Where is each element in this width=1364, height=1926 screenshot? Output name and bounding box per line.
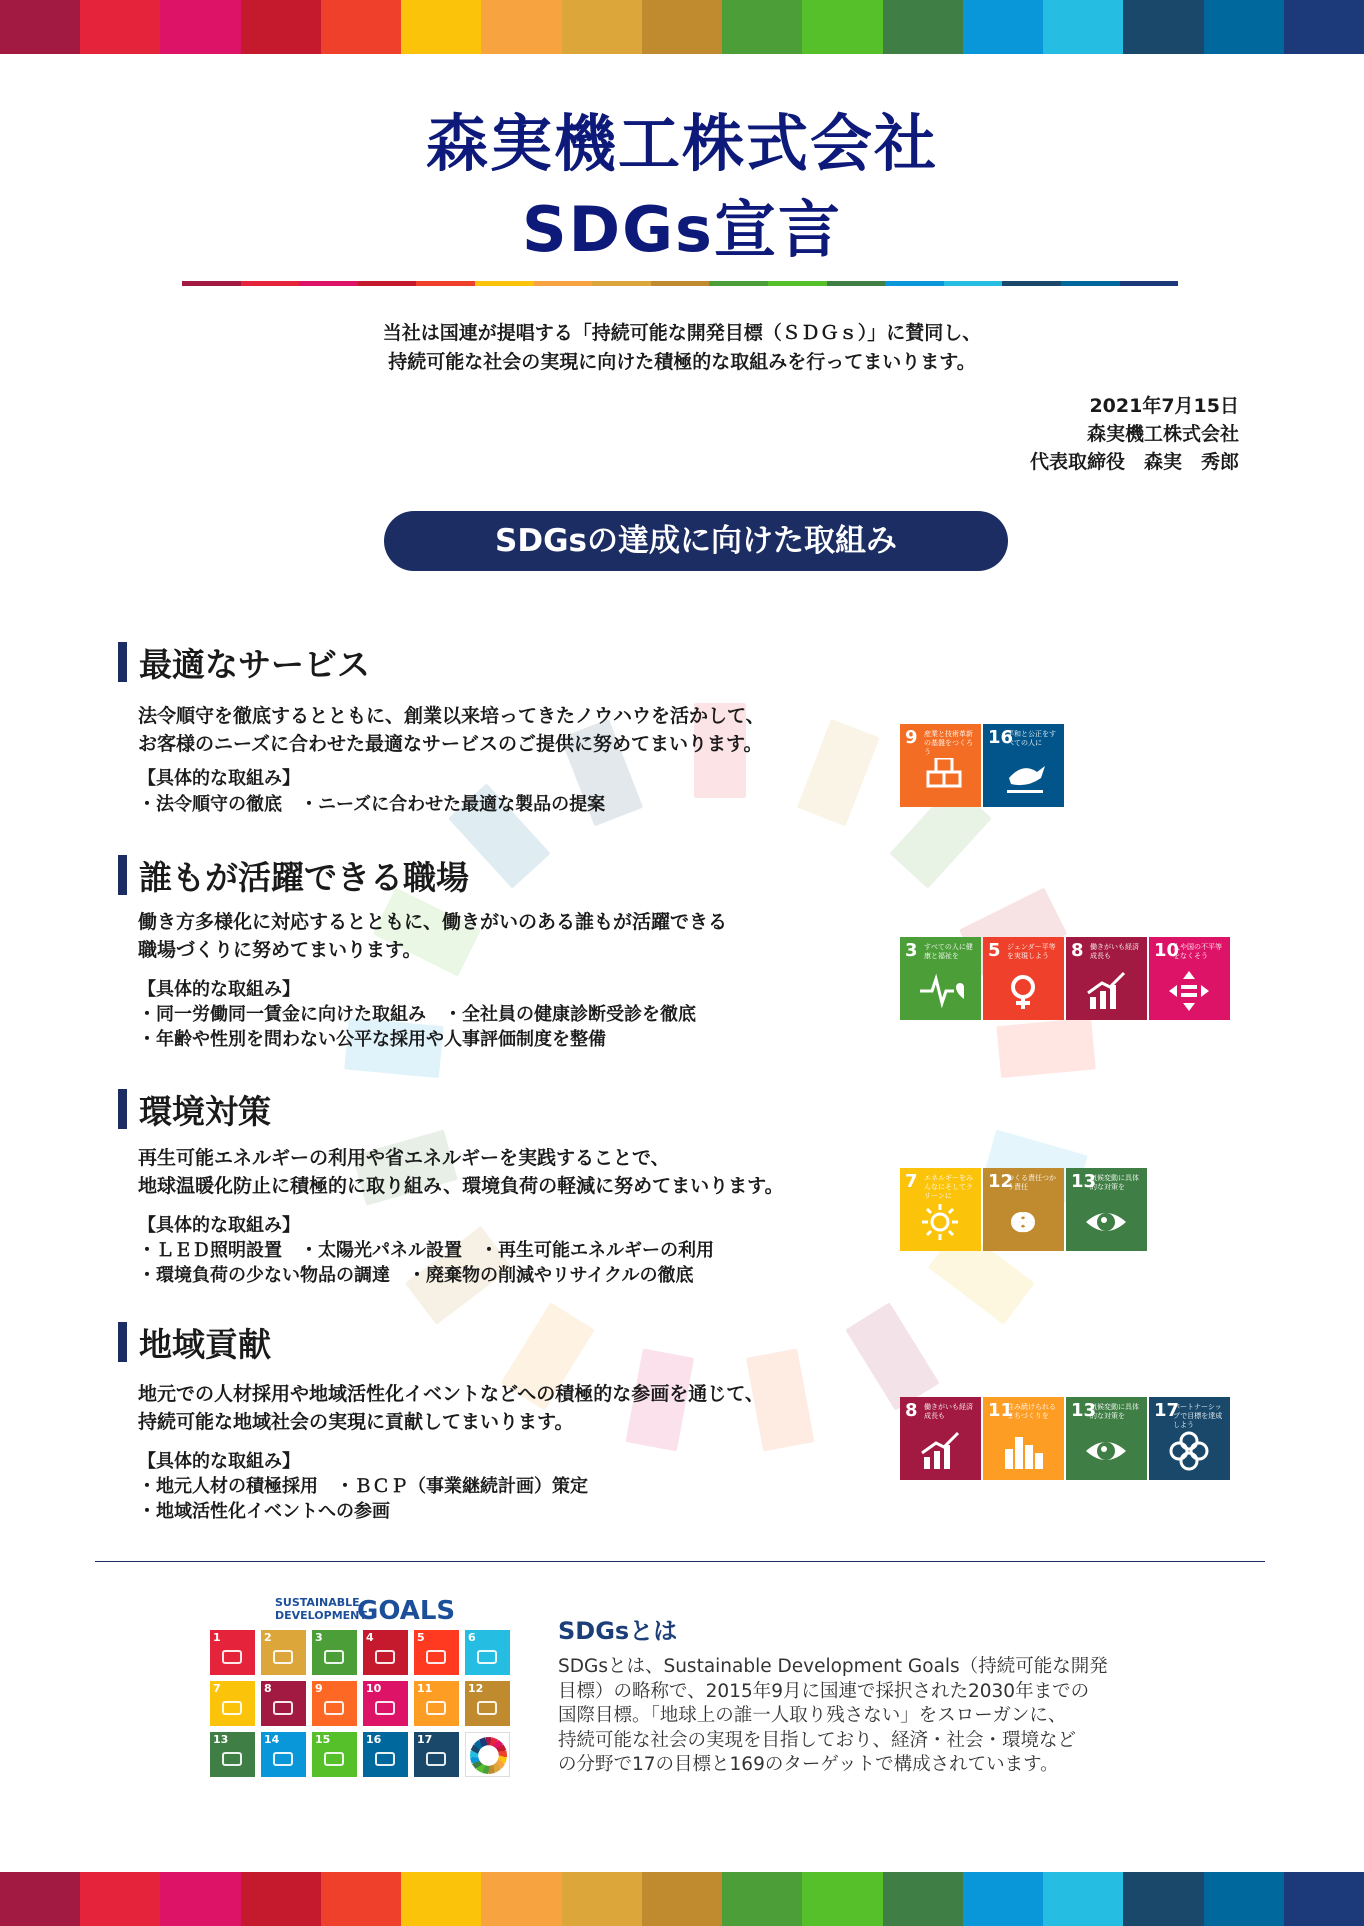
stripe-segment	[299, 281, 358, 286]
goal-number: 9	[905, 727, 918, 748]
footer-divider	[95, 1561, 1265, 1562]
stripe-segment	[241, 281, 300, 286]
section-environment-items-2: ・環境負荷の少ない物品の調達 ・廃棄物の削減やリサイクルの徹底	[138, 1265, 694, 1286]
stripe-segment	[1204, 0, 1284, 54]
sdg-grid-goal-3	[312, 1630, 357, 1675]
stripe-segment	[0, 1872, 80, 1926]
sdg-goal-9-tile	[900, 724, 981, 807]
intro-line-2: 持続可能な社会の実現に向けた積極的な取組みを行ってまいります。	[388, 351, 976, 373]
stripe-segment	[642, 1872, 722, 1926]
goal-number: 13	[1071, 1171, 1097, 1192]
sdg-logo-goals: GOALS	[357, 1596, 456, 1626]
stripe-segment	[160, 1872, 240, 1926]
section-workplace-items-1: ・同一労働同一賃金に向けた取組み ・全社員の健康診断受診を徹底	[138, 1004, 696, 1025]
section-workplace-items-2: ・年齢や性別を問わない公平な採用や人事評価制度を整備	[138, 1029, 606, 1050]
goal-caption: 住み続けられるまちづくりを	[1007, 1403, 1056, 1420]
goal-caption: パートナーシップで目標を達成しよう	[1173, 1403, 1223, 1429]
goal-icon	[375, 1701, 395, 1715]
section-service-heading	[118, 642, 370, 682]
goal-number: 15	[315, 1733, 331, 1746]
stripe-segment	[592, 281, 651, 286]
stripe-segment	[883, 1872, 963, 1926]
section-workplace-body-1: 働き方多様化に対応するとともに、働きがいのある誰もが活躍できる	[138, 911, 728, 933]
about-line-3: 国際目標。「地球上の誰一人取り残さない」をスローガンに、	[558, 1705, 1067, 1726]
section-title: 環境対策	[139, 1091, 271, 1131]
section-service-body-2: お客様のニーズに合わせた最適なサービスのご提供に努めてまいります。	[138, 733, 763, 755]
about-sdgs-body	[558, 1655, 1152, 1778]
goal-caption: 働きがいも経済成長も	[924, 1403, 973, 1420]
title-color-rule	[182, 281, 1178, 286]
goal-icon	[324, 1752, 344, 1766]
goal-caption: すべての人に健康と福祉を	[924, 943, 973, 960]
goal-caption: つくる責任つかう責任	[1007, 1174, 1056, 1191]
section-title: 誰もが活躍できる職場	[139, 857, 469, 897]
sdg-grid-goal-13	[210, 1732, 255, 1777]
sdg-grid-goal-16	[363, 1732, 408, 1777]
stripe-segment	[160, 0, 240, 54]
about-line-4: 持続可能な社会の実現を目指しており、経済・社会・環境など	[558, 1729, 1077, 1751]
goal-icon	[222, 1701, 242, 1715]
goal-caption: 人や国の不平等をなくそう	[1173, 943, 1222, 960]
stripe-segment	[475, 281, 534, 286]
section-workplace-heading	[118, 855, 469, 895]
about-line-1: SDGsとは、Sustainable Development Goals（持続可能な開発	[558, 1656, 1108, 1677]
goal-caption: 平和と公正をすべての人に	[1007, 730, 1056, 747]
signature-company: 森実機工株式会社	[1086, 423, 1239, 445]
goal-number: 11	[988, 1400, 1014, 1421]
section-workplace-body-2: 職場づくりに努めてまいります。	[138, 939, 422, 961]
section-environment-label: 【具体的な取組み】	[138, 1215, 300, 1236]
heading-bar	[118, 1089, 127, 1129]
section-service-goal-icons	[900, 724, 1064, 807]
stripe-segment	[182, 281, 241, 286]
stripe-segment	[481, 0, 561, 54]
stripe-segment	[651, 281, 710, 286]
goal-number: 10	[366, 1682, 382, 1695]
goal-number: 10	[1154, 940, 1180, 961]
goal-icon	[375, 1752, 395, 1766]
sdg-grid-goal-2	[261, 1630, 306, 1675]
goal-number: 7	[905, 1171, 918, 1192]
goal-number: 16	[988, 727, 1014, 748]
section-community-goal-icons	[900, 1397, 1230, 1480]
about-sdgs-title: SDGsとは	[558, 1617, 678, 1645]
about-line-2: 目標）の略称で、2015年9月に国連で採択された2030年までの	[558, 1680, 1090, 1702]
stripe-segment	[1061, 281, 1120, 286]
goal-icon	[222, 1752, 242, 1766]
goal-number: 6	[468, 1631, 476, 1644]
signature-date: 2021年7月15日	[1089, 395, 1239, 417]
goal-number: 8	[264, 1682, 272, 1695]
goal-number: 9	[315, 1682, 323, 1695]
stripe-segment	[709, 281, 768, 286]
stripe-segment	[827, 281, 886, 286]
section-environment-body-2: 地球温暖化防止に積極的に取り組み、環境負荷の軽減に努めてまいります。	[138, 1175, 784, 1197]
eye-globe-icon	[1086, 1431, 1130, 1473]
about-line-5: の分野で17の目標と169のターゲットで構成されています。	[558, 1754, 1059, 1775]
sdg-wheel-icon	[465, 1732, 510, 1777]
sdg-grid-goal-4	[363, 1630, 408, 1675]
goal-icon	[426, 1752, 446, 1766]
gender-icon	[1003, 971, 1047, 1013]
sdg-grid-goal-17	[414, 1732, 459, 1777]
initiatives-heading: SDGsの達成に向けた取組み	[384, 511, 1008, 571]
sdg-goal-8-tile	[1066, 937, 1147, 1020]
goal-number: 11	[417, 1682, 433, 1695]
signature-representative: 代表取締役 森実 秀郎	[1029, 451, 1239, 473]
goal-icon	[324, 1701, 344, 1715]
heartbeat-icon	[920, 971, 964, 1013]
sdg-goal-16-tile	[983, 724, 1064, 807]
goal-icon	[273, 1701, 293, 1715]
sdg-goal-7-tile	[900, 1168, 981, 1251]
sdg-goal-12-tile	[983, 1168, 1064, 1251]
sdg-grid-goal-5	[414, 1630, 459, 1675]
goal-icon	[426, 1701, 446, 1715]
sdg-grid-goal-14	[261, 1732, 306, 1777]
stripe-segment	[802, 1872, 882, 1926]
section-service-items-1: ・法令順守の徹底 ・ニーズに合わせた最適な製品の提案	[138, 794, 606, 815]
equality-icon	[1169, 971, 1213, 1013]
sdg-logo-line1: SUSTAINABLE	[275, 1596, 360, 1609]
city-icon	[1003, 1431, 1047, 1473]
sdg-grid-goal-10	[363, 1681, 408, 1726]
bottom-color-stripe	[0, 1872, 1364, 1926]
goal-caption: 気候変動に具体的な対策を	[1090, 1174, 1139, 1191]
sdg-grid-goal-6	[465, 1630, 510, 1675]
sdg-logo-wordmark	[275, 1596, 456, 1626]
goal-number: 14	[264, 1733, 280, 1746]
section-workplace-label: 【具体的な取組み】	[138, 979, 300, 1000]
page-title-company: 森実機工株式会社	[425, 107, 938, 180]
sdg-grid-goal-7	[210, 1681, 255, 1726]
section-service-label: 【具体的な取組み】	[138, 768, 300, 789]
goal-number: 3	[315, 1631, 323, 1644]
sdg-goal-8-tile	[900, 1397, 981, 1480]
sdg-grid-goal-1	[210, 1630, 255, 1675]
goal-number: 17	[417, 1733, 433, 1746]
section-environment-items-1: ・ＬＥＤ照明設置 ・太陽光パネル設置 ・再生可能エネルギーの利用	[138, 1240, 714, 1261]
stripe-segment	[885, 281, 944, 286]
goal-icon	[273, 1752, 293, 1766]
sdg-goal-17-tile	[1149, 1397, 1230, 1480]
stripe-segment	[1204, 1872, 1284, 1926]
stripe-segment	[1284, 1872, 1364, 1926]
infinity-icon	[1003, 1202, 1047, 1244]
stripe-segment	[401, 1872, 481, 1926]
goal-number: 8	[1071, 940, 1084, 961]
stripe-segment	[534, 281, 593, 286]
goal-icon	[477, 1650, 497, 1664]
heading-bar	[118, 855, 127, 895]
goal-icon	[426, 1650, 446, 1664]
sdg-grid-goal-15	[312, 1732, 357, 1777]
stripe-segment	[80, 1872, 160, 1926]
goal-number: 5	[988, 940, 1001, 961]
heading-bar	[118, 642, 127, 682]
goal-number: 4	[366, 1631, 374, 1644]
eye-globe-icon	[1086, 1202, 1130, 1244]
flower-icon	[1169, 1431, 1213, 1473]
section-environment-body-1: 再生可能エネルギーの利用や省エネルギーを実践することで、	[138, 1147, 670, 1169]
stripe-segment	[963, 1872, 1043, 1926]
goal-number: 7	[213, 1682, 221, 1695]
goal-number: 13	[1071, 1400, 1097, 1421]
cubes-icon	[920, 758, 964, 800]
heading-bar	[118, 1322, 127, 1362]
stripe-segment	[963, 0, 1043, 54]
sdg-goal-13-tile	[1066, 1168, 1147, 1251]
stripe-segment	[1043, 1872, 1123, 1926]
stripe-segment	[722, 1872, 802, 1926]
section-community-body-2: 持続可能な地域社会の実現に貢献してまいります。	[138, 1411, 574, 1433]
sdg-goal-5-tile	[983, 937, 1064, 1020]
stripe-segment	[416, 281, 475, 286]
stripe-segment	[562, 1872, 642, 1926]
goal-number: 16	[366, 1733, 382, 1746]
goal-number: 12	[468, 1682, 484, 1695]
stripe-segment	[1002, 281, 1061, 286]
goal-number: 12	[988, 1171, 1014, 1192]
stripe-segment	[321, 1872, 401, 1926]
stripe-segment	[401, 0, 481, 54]
growth-chart-icon	[920, 1431, 964, 1473]
goal-icon	[273, 1650, 293, 1664]
intro-line-1: 当社は国連が提唱する「持続可能な開発目標（ＳＤＧｓ）」に賛同し、	[382, 322, 982, 344]
goal-icon	[222, 1650, 242, 1664]
goal-number: 1	[213, 1631, 221, 1644]
section-community-label: 【具体的な取組み】	[138, 1451, 300, 1472]
sdg-goal-11-tile	[983, 1397, 1064, 1480]
section-community-heading	[118, 1322, 271, 1362]
sdg-grid-goal-9	[312, 1681, 357, 1726]
goal-icon	[375, 1650, 395, 1664]
section-environment-goal-icons	[900, 1168, 1147, 1251]
stripe-segment	[358, 281, 417, 286]
top-color-stripe	[0, 0, 1364, 54]
sdg-grid-goal-11	[414, 1681, 459, 1726]
stripe-segment	[1120, 281, 1179, 286]
stripe-segment	[1284, 0, 1364, 54]
stripe-segment	[481, 1872, 561, 1926]
sdg-grid-goal-8	[261, 1681, 306, 1726]
goal-caption: ジェンダー平等を実現しよう	[1007, 943, 1056, 960]
sdg-logo-line2: DEVELOPMENT	[275, 1609, 367, 1622]
section-environment-heading	[118, 1089, 271, 1129]
stripe-segment	[1123, 1872, 1203, 1926]
goal-number: 3	[905, 940, 918, 961]
section-title: 最適なサービス	[139, 644, 370, 684]
goal-caption: 気候変動に具体的な対策を	[1090, 1403, 1139, 1420]
section-workplace-goal-icons	[900, 937, 1230, 1020]
stripe-segment	[1043, 0, 1123, 54]
goal-caption: 産業と技術革新の基盤をつくろう	[924, 730, 973, 756]
goal-number: 17	[1154, 1400, 1180, 1421]
section-community-body-1: 地元での人材採用や地域活性化イベントなどへの積極的な参画を通じて、	[138, 1383, 764, 1405]
goal-caption: 働きがいも経済成長も	[1090, 943, 1139, 960]
stripe-segment	[0, 0, 80, 54]
goal-number: 5	[417, 1631, 425, 1644]
goal-number: 2	[264, 1631, 272, 1644]
goal-number: 13	[213, 1733, 229, 1746]
goal-number: 8	[905, 1400, 918, 1421]
stripe-segment	[642, 0, 722, 54]
sun-icon	[920, 1202, 964, 1244]
sdg-goal-3-tile	[900, 937, 981, 1020]
sdg-goal-13-tile	[1066, 1397, 1147, 1480]
sdg-goals-grid	[210, 1630, 510, 1777]
stripe-segment	[944, 281, 1003, 286]
sdg-grid-goal-12	[465, 1681, 510, 1726]
stripe-segment	[321, 0, 401, 54]
goal-icon	[324, 1650, 344, 1664]
stripe-segment	[241, 0, 321, 54]
stripe-segment	[1123, 0, 1203, 54]
stripe-segment	[562, 0, 642, 54]
sdg-goal-10-tile	[1149, 937, 1230, 1020]
section-community-items-2: ・地域活性化イベントへの参画	[138, 1501, 390, 1522]
page-title-declaration: SDGs宣言	[522, 193, 842, 266]
goal-caption: エネルギーをみんなにそしてクリーンに	[924, 1174, 973, 1200]
dove-icon	[1003, 758, 1047, 800]
growth-chart-icon	[1086, 971, 1130, 1013]
stripe-segment	[80, 0, 160, 54]
stripe-segment	[802, 0, 882, 54]
goal-icon	[477, 1701, 497, 1715]
section-title: 地域貢献	[139, 1324, 271, 1364]
section-community-items-1: ・地元人材の積極採用 ・ＢＣＰ（事業継続計画）策定	[138, 1476, 588, 1497]
stripe-segment	[768, 281, 827, 286]
section-service-body-1: 法令順守を徹底するとともに、創業以来培ってきたノウハウを活かして、	[138, 705, 765, 727]
stripe-segment	[883, 0, 963, 54]
stripe-segment	[722, 0, 802, 54]
stripe-segment	[241, 1872, 321, 1926]
